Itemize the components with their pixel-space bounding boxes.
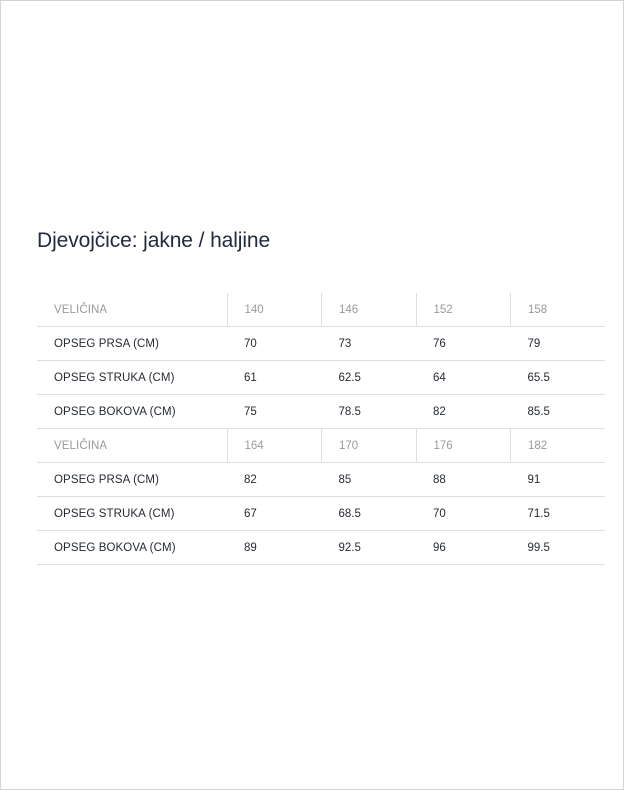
- measurement-value: 65.5: [511, 361, 606, 395]
- measurement-label: OPSEG BOKOVA (CM): [37, 531, 227, 565]
- size-value: 182: [511, 429, 606, 463]
- measurement-value: 82: [416, 395, 511, 429]
- size-value: 146: [322, 293, 417, 327]
- page-title: Djevojčice: jakne / haljine: [37, 229, 271, 252]
- measurement-value: 89: [227, 531, 322, 565]
- measurement-label: OPSEG STRUKA (CM): [37, 497, 227, 531]
- measurement-value: 88: [416, 463, 511, 497]
- size-value: 140: [227, 293, 322, 327]
- measurement-row-chest: [37, 327, 605, 361]
- size-value: 152: [416, 293, 511, 327]
- measurement-value: 82: [227, 463, 322, 497]
- measurement-value: 75: [227, 395, 322, 429]
- measurement-value: 96: [416, 531, 511, 565]
- measurement-value: 76: [416, 327, 511, 361]
- size-header-row: [37, 293, 605, 327]
- measurement-value: 78.5: [322, 395, 417, 429]
- measurement-value: 73: [322, 327, 417, 361]
- measurement-row-hips: [37, 395, 605, 429]
- measurement-row-hips: [37, 531, 605, 565]
- measurement-value: 85: [322, 463, 417, 497]
- size-header-label: VELIČINA: [37, 429, 227, 463]
- measurement-value: 62.5: [322, 361, 417, 395]
- size-value: 170: [322, 429, 417, 463]
- measurement-value: 85.5: [511, 395, 606, 429]
- measurement-row-chest: [37, 463, 605, 497]
- size-header-label: VELIČINA: [37, 293, 227, 327]
- measurement-value: 71.5: [511, 497, 606, 531]
- size-header-row: [37, 429, 605, 463]
- measurement-value: 91: [511, 463, 606, 497]
- size-value: 158: [511, 293, 606, 327]
- measurement-value: 68.5: [322, 497, 417, 531]
- measurement-row-waist: [37, 361, 605, 395]
- measurement-value: 70: [416, 497, 511, 531]
- measurement-label: OPSEG STRUKA (CM): [37, 361, 227, 395]
- measurement-value: 61: [227, 361, 322, 395]
- measurement-value: 67: [227, 497, 322, 531]
- measurement-value: 70: [227, 327, 322, 361]
- size-value: 164: [227, 429, 322, 463]
- measurement-value: 99.5: [511, 531, 606, 565]
- measurement-label: OPSEG PRSA (CM): [37, 327, 227, 361]
- measurement-value: 79: [511, 327, 606, 361]
- measurement-row-waist: [37, 497, 605, 531]
- measurement-label: OPSEG BOKOVA (CM): [37, 395, 227, 429]
- measurement-label: OPSEG PRSA (CM): [37, 463, 227, 497]
- size-chart-table: [37, 293, 605, 565]
- measurement-value: 92.5: [322, 531, 417, 565]
- measurement-value: 64: [416, 361, 511, 395]
- size-value: 176: [416, 429, 511, 463]
